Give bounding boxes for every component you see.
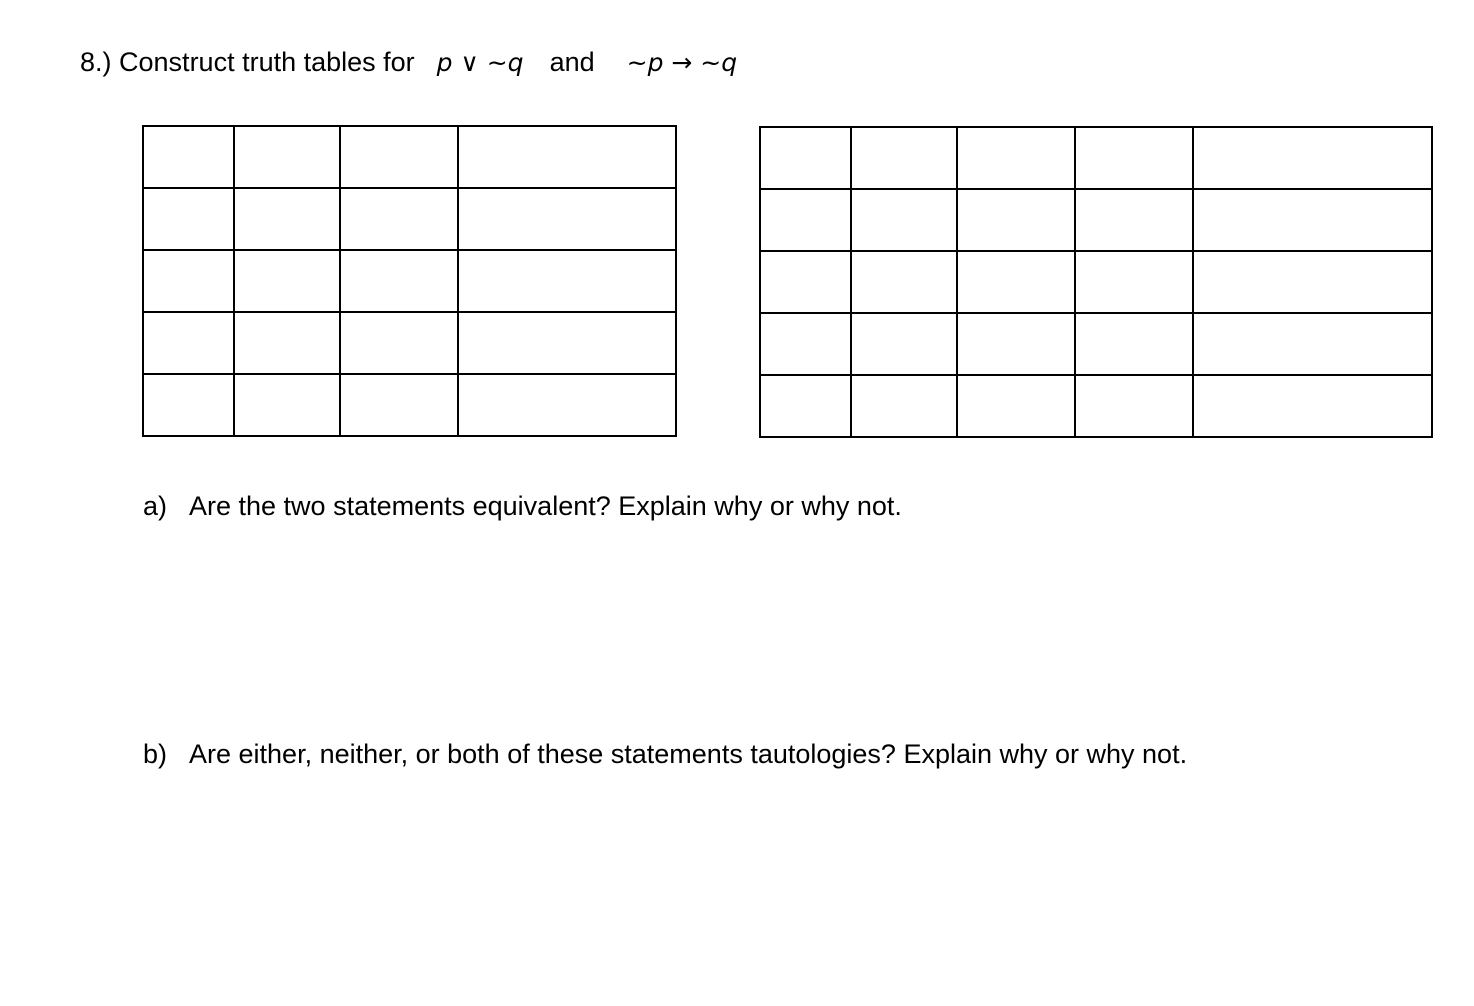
truth-table-1 <box>142 125 677 437</box>
table-cell[interactable] <box>760 313 851 375</box>
part-a-label: a) <box>143 491 168 521</box>
table-cell[interactable] <box>760 375 851 437</box>
table-cell[interactable] <box>340 374 458 436</box>
table-row <box>760 251 1432 313</box>
table-row <box>760 127 1432 189</box>
table-cell[interactable] <box>760 189 851 251</box>
table-row <box>143 250 676 312</box>
table-cell[interactable] <box>340 312 458 374</box>
table-cell[interactable] <box>1193 313 1432 375</box>
table-cell[interactable] <box>234 126 340 188</box>
part-b-label: b) <box>143 739 168 769</box>
table-cell[interactable] <box>760 127 851 189</box>
part-a-text: Are the two statements equivalent? Explain why or why not. <box>189 491 902 521</box>
table-row <box>143 374 676 436</box>
table-cell[interactable] <box>1193 189 1432 251</box>
table-cell[interactable] <box>234 312 340 374</box>
table-cell[interactable] <box>851 189 957 251</box>
table-cell[interactable] <box>234 250 340 312</box>
table-row <box>143 188 676 250</box>
table-cell[interactable] <box>957 313 1075 375</box>
connector-text: and <box>549 47 595 77</box>
table-cell[interactable] <box>143 312 234 374</box>
part-a-question <box>143 488 902 524</box>
table-cell[interactable] <box>851 251 957 313</box>
table-cell[interactable] <box>1075 313 1193 375</box>
table-row <box>143 126 676 188</box>
table-cell[interactable] <box>143 250 234 312</box>
truth-table-2 <box>759 126 1433 438</box>
table-cell[interactable] <box>1075 189 1193 251</box>
table-cell[interactable] <box>851 375 957 437</box>
question-number: 8.) <box>80 47 112 77</box>
expression-1: p ∨ ~q <box>436 48 524 77</box>
table-cell[interactable] <box>234 188 340 250</box>
table-cell[interactable] <box>458 188 676 250</box>
table-cell[interactable] <box>1075 375 1193 437</box>
table-cell[interactable] <box>458 250 676 312</box>
table-cell[interactable] <box>458 126 676 188</box>
table-row <box>760 189 1432 251</box>
part-b-text: Are either, neither, or both of these statements tautologies? Explain why or why not. <box>189 739 1188 769</box>
table-cell[interactable] <box>1075 251 1193 313</box>
table-cell[interactable] <box>1193 127 1432 189</box>
table-cell[interactable] <box>234 374 340 436</box>
part-b-question <box>143 736 1187 772</box>
table-cell[interactable] <box>340 250 458 312</box>
table-cell[interactable] <box>957 189 1075 251</box>
table-cell[interactable] <box>957 251 1075 313</box>
question-text: Construct truth tables for <box>119 47 415 77</box>
table-cell[interactable] <box>143 374 234 436</box>
question-heading <box>80 44 737 81</box>
table-cell[interactable] <box>340 126 458 188</box>
table-cell[interactable] <box>957 375 1075 437</box>
table-cell[interactable] <box>143 126 234 188</box>
table-cell[interactable] <box>957 127 1075 189</box>
table-cell[interactable] <box>143 188 234 250</box>
table-row <box>760 375 1432 437</box>
table-cell[interactable] <box>1075 127 1193 189</box>
table-cell[interactable] <box>851 127 957 189</box>
table-cell[interactable] <box>458 312 676 374</box>
table-cell[interactable] <box>1193 375 1432 437</box>
expression-2: ~p → ~q <box>626 48 738 77</box>
table-row <box>143 312 676 374</box>
table-row <box>760 313 1432 375</box>
table-cell[interactable] <box>1193 251 1432 313</box>
table-cell[interactable] <box>458 374 676 436</box>
table-cell[interactable] <box>760 251 851 313</box>
table-cell[interactable] <box>851 313 957 375</box>
table-cell[interactable] <box>340 188 458 250</box>
